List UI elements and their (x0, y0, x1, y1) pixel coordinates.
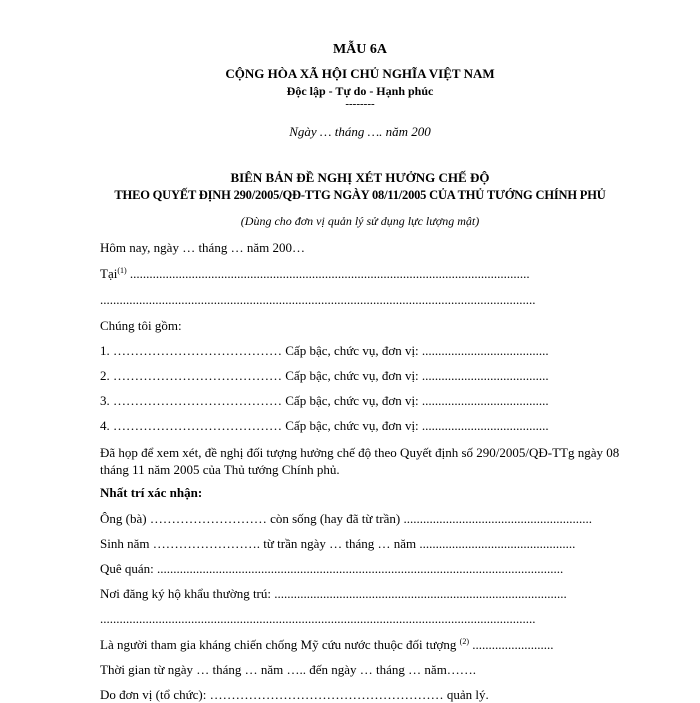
country-name: CỘNG HÒA XÃ HỘI CHỦ NGHĨA VIỆT NAM (225, 66, 495, 81)
member-role-label: Cấp bậc, chức vụ, đơn vị: (282, 368, 422, 383)
person-line: Ông (bà) ……………………… còn sống (hay đã từ trần) .......................................................... (100, 511, 592, 526)
unit-line: Do đơn vị (tổ chức): ……………………………………………… quản lý. (100, 687, 489, 702)
location-line (100, 266, 530, 282)
member-role-dots: ....................................... (421, 343, 549, 358)
member-role-label: Cấp bậc, chức vụ, đơn vị: (282, 393, 422, 408)
birth-line: Sinh năm ……………………. từ trần ngày … tháng … năm ................................................ (100, 536, 576, 551)
member-row (100, 418, 549, 434)
location-dots: ........................................................................................................................... (126, 266, 530, 281)
member-name-dots: ………………………………… (109, 368, 282, 383)
document-title-line2: THEO QUYẾT ĐỊNH 290/2005/QĐ-TTG NGÀY 08/11/2005 CỦA THỦ TƯỚNG CHÍNH PHỦ (114, 188, 606, 202)
member-name-dots: ………………………………… (109, 418, 282, 433)
member-role-dots: ....................................... (421, 393, 549, 408)
member-role-dots: ....................................... (421, 418, 549, 433)
members-label: Chúng tôi gồm: (100, 318, 182, 333)
today-line: Hôm nay, ngày … tháng … năm 200… (100, 240, 305, 255)
hometown-line: Quê quán: ............................................................................................................................. (100, 561, 564, 576)
residence-line: Nơi đăng ký hộ khẩu thường trú: .......................................................................................... (100, 586, 567, 601)
period-line: Thời gian từ ngày … tháng … năm ….. đến ngày … tháng … năm……. (100, 662, 477, 677)
member-role-label: Cấp bậc, chức vụ, đơn vị: (282, 343, 422, 358)
member-name-dots: ………………………………… (109, 393, 282, 408)
member-role-label: Cấp bậc, chức vụ, đơn vị: (282, 418, 422, 433)
member-row (100, 368, 549, 384)
member-number: 2. (100, 368, 110, 383)
member-number: 1. (100, 343, 110, 358)
member-number: 4. (100, 418, 110, 433)
member-row (100, 343, 549, 359)
national-motto: Độc lập - Tự do - Hạnh phúc (286, 84, 434, 98)
form-code: MẪU 6A (332, 42, 388, 57)
agree-heading: Nhất trí xác nhận: (100, 485, 203, 500)
location-label: Tại (100, 266, 118, 281)
residence-dots-line: ...................................................................................................................................... (100, 611, 536, 626)
member-row (100, 393, 549, 409)
document-subtitle: (Dùng cho đơn vị quản lý sử dụng lực lượng mật) (240, 214, 480, 228)
member-name-dots: ………………………………… (109, 343, 282, 358)
document-title: BIÊN BẢN ĐỀ NGHỊ XÉT HƯỞNG CHẾ ĐỘ (230, 170, 490, 185)
participant-text: Là người tham gia kháng chiến chống Mỹ cứu nước thuộc đối tượng (100, 637, 457, 652)
date-line: Ngày … tháng …. năm 200 (289, 124, 431, 139)
participant-dots: ......................... (468, 637, 554, 652)
footnote-marker-1: (1) (117, 266, 127, 275)
location-dots-line: ...................................................................................................................................... (100, 292, 536, 307)
participant-line (100, 637, 553, 653)
meeting-paragraph: Đã họp để xem xét, đề nghị đối tượng hưởng chế độ theo Quyết định số 290/2005/QĐ-TTg ngày 08 tháng 11 năm 2005 của Thủ tướng Chính phủ. (100, 445, 620, 477)
header-separator: -------- (345, 98, 375, 110)
member-number: 3. (100, 393, 110, 408)
member-role-dots: ....................................... (421, 368, 549, 383)
footnote-marker-2: (2) (459, 637, 469, 646)
